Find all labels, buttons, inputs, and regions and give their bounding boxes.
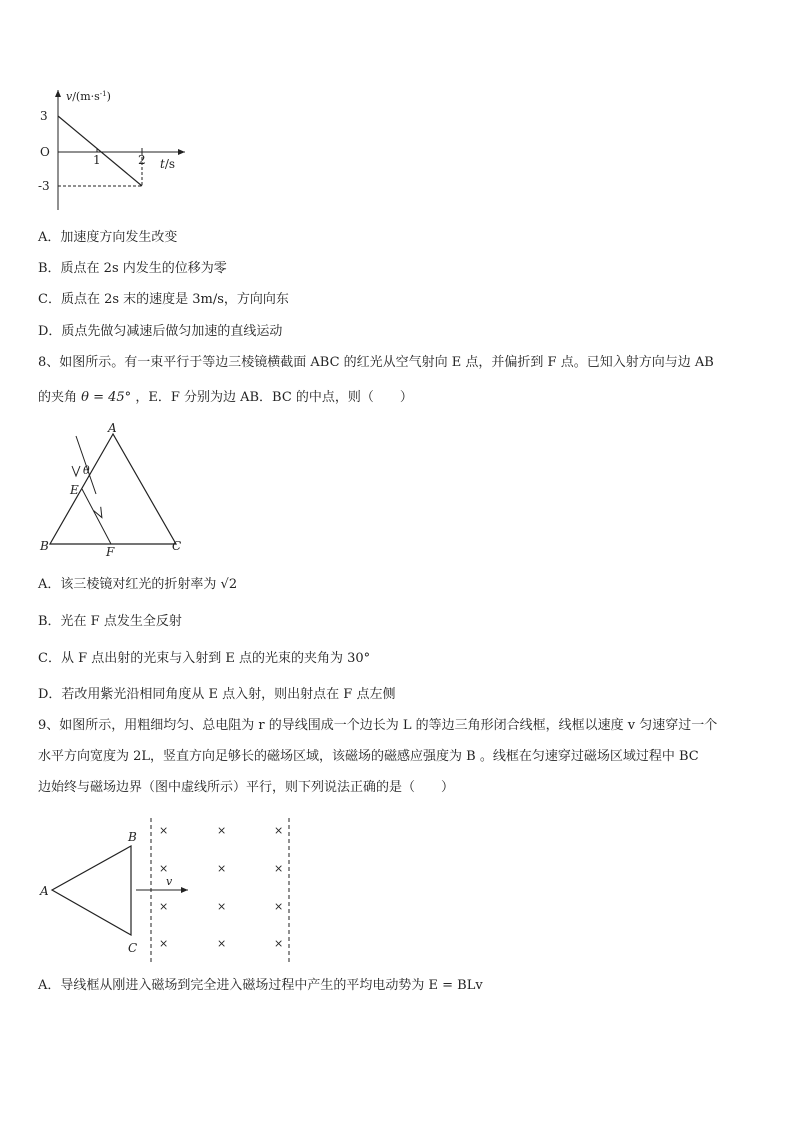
label-B: B — [128, 830, 137, 844]
velocity-line — [58, 116, 142, 186]
q8-option-c-text: C．从 F 点出射的光束与入射到 E 点的光束的夹角为 — [38, 651, 343, 666]
label-A: A — [40, 884, 49, 898]
label-A: A — [108, 421, 117, 435]
q8-line2-start: 的夹角 — [38, 390, 78, 405]
q8-option-b: B．光在 F 点发生全反射 — [38, 614, 182, 629]
x-label: t/s — [160, 157, 176, 171]
q8-stem-line1: 8、如图所示。有一束平行于等边三棱镜横截面 ABC 的红光从空气射向 E 点，并偏折到 F 点。已知入射方向与边 AB — [38, 355, 714, 370]
cross: × — [217, 900, 227, 913]
origin-label: O — [40, 145, 50, 159]
label-C: C — [172, 539, 182, 553]
cross: × — [274, 937, 284, 950]
q8-option-a — [38, 577, 237, 593]
q8-stem-line2 — [38, 390, 413, 406]
q8-line2-end: ，E．F 分别为边 AB．BC 的中点，则（ ） — [135, 390, 413, 405]
cross: × — [217, 862, 227, 875]
cross: × — [217, 824, 227, 837]
label-E: E — [70, 483, 79, 497]
tick-label-x2: 2 — [138, 153, 146, 167]
q7-option-a: A．加速度方向发生改变 — [38, 230, 178, 245]
q9-option-a: A．导线框从刚进入磁场到完全进入磁场过程中产生的平均电动势为 E = BLv — [38, 978, 483, 993]
label-F: F — [106, 545, 115, 559]
q7-option-c: C．质点在 2s 末的速度是 3m/s，方向向东 — [38, 292, 289, 307]
tick-label-x1: 1 — [93, 153, 101, 167]
refracted-ray — [82, 489, 111, 544]
angle-30-math: 30° — [347, 651, 371, 666]
tick-label-3: 3 — [40, 109, 48, 123]
magnetic-field-figure — [38, 815, 308, 965]
q9-stem-line1: 9、如图所示，用粗细均匀、总电阻为 r 的导线围成一个边长为 L 的等边三角形闭合线框，线框以速度 v 匀速穿过一个 — [38, 718, 718, 733]
q8-option-a-text: A．该三棱镜对红光的折射率为 — [38, 577, 217, 592]
sqrt2-math: √2 — [220, 577, 238, 592]
q8-option-c — [38, 651, 370, 667]
label-B: B — [40, 539, 49, 553]
y-label: $v/(m\cdot s^{-1})$ — [66, 90, 111, 103]
vt-graph — [30, 82, 230, 222]
field-crosses — [159, 824, 283, 950]
label-v: v — [166, 875, 173, 888]
cross: × — [274, 862, 284, 875]
cross: × — [274, 900, 284, 913]
prism-figure — [38, 422, 198, 562]
tick-label-neg3: -3 — [38, 179, 50, 193]
q7-option-d: D．质点先做匀减速后做匀加速的直线运动 — [38, 324, 283, 339]
q9-stem-line2: 水平方向宽度为 2L，竖直方向足够长的磁场区域，该磁场的磁感应强度为 B 。线框在匀速穿过磁场区域过程中 BC — [38, 749, 699, 764]
label-C: C — [128, 941, 138, 955]
cross: × — [159, 824, 169, 837]
q9-stem-line3: 边始终与磁场边界（图中虚线所示）平行，则下列说法正确的是（ ） — [38, 780, 455, 795]
cross: × — [217, 937, 227, 950]
cross: × — [159, 862, 169, 875]
prism-triangle — [50, 434, 176, 544]
label-theta: θ — [83, 464, 90, 477]
cross: × — [274, 824, 284, 837]
cross: × — [159, 900, 169, 913]
q8-option-d: D．若改用紫光沿相同角度从 E 点入射，则出射点在 F 点左侧 — [38, 687, 396, 702]
q7-option-b: B．质点在 2s 内发生的位移为零 — [38, 261, 227, 276]
cross: × — [159, 937, 169, 950]
theta-expression: θ = 45° — [81, 390, 132, 405]
triangle-frame — [52, 846, 131, 935]
